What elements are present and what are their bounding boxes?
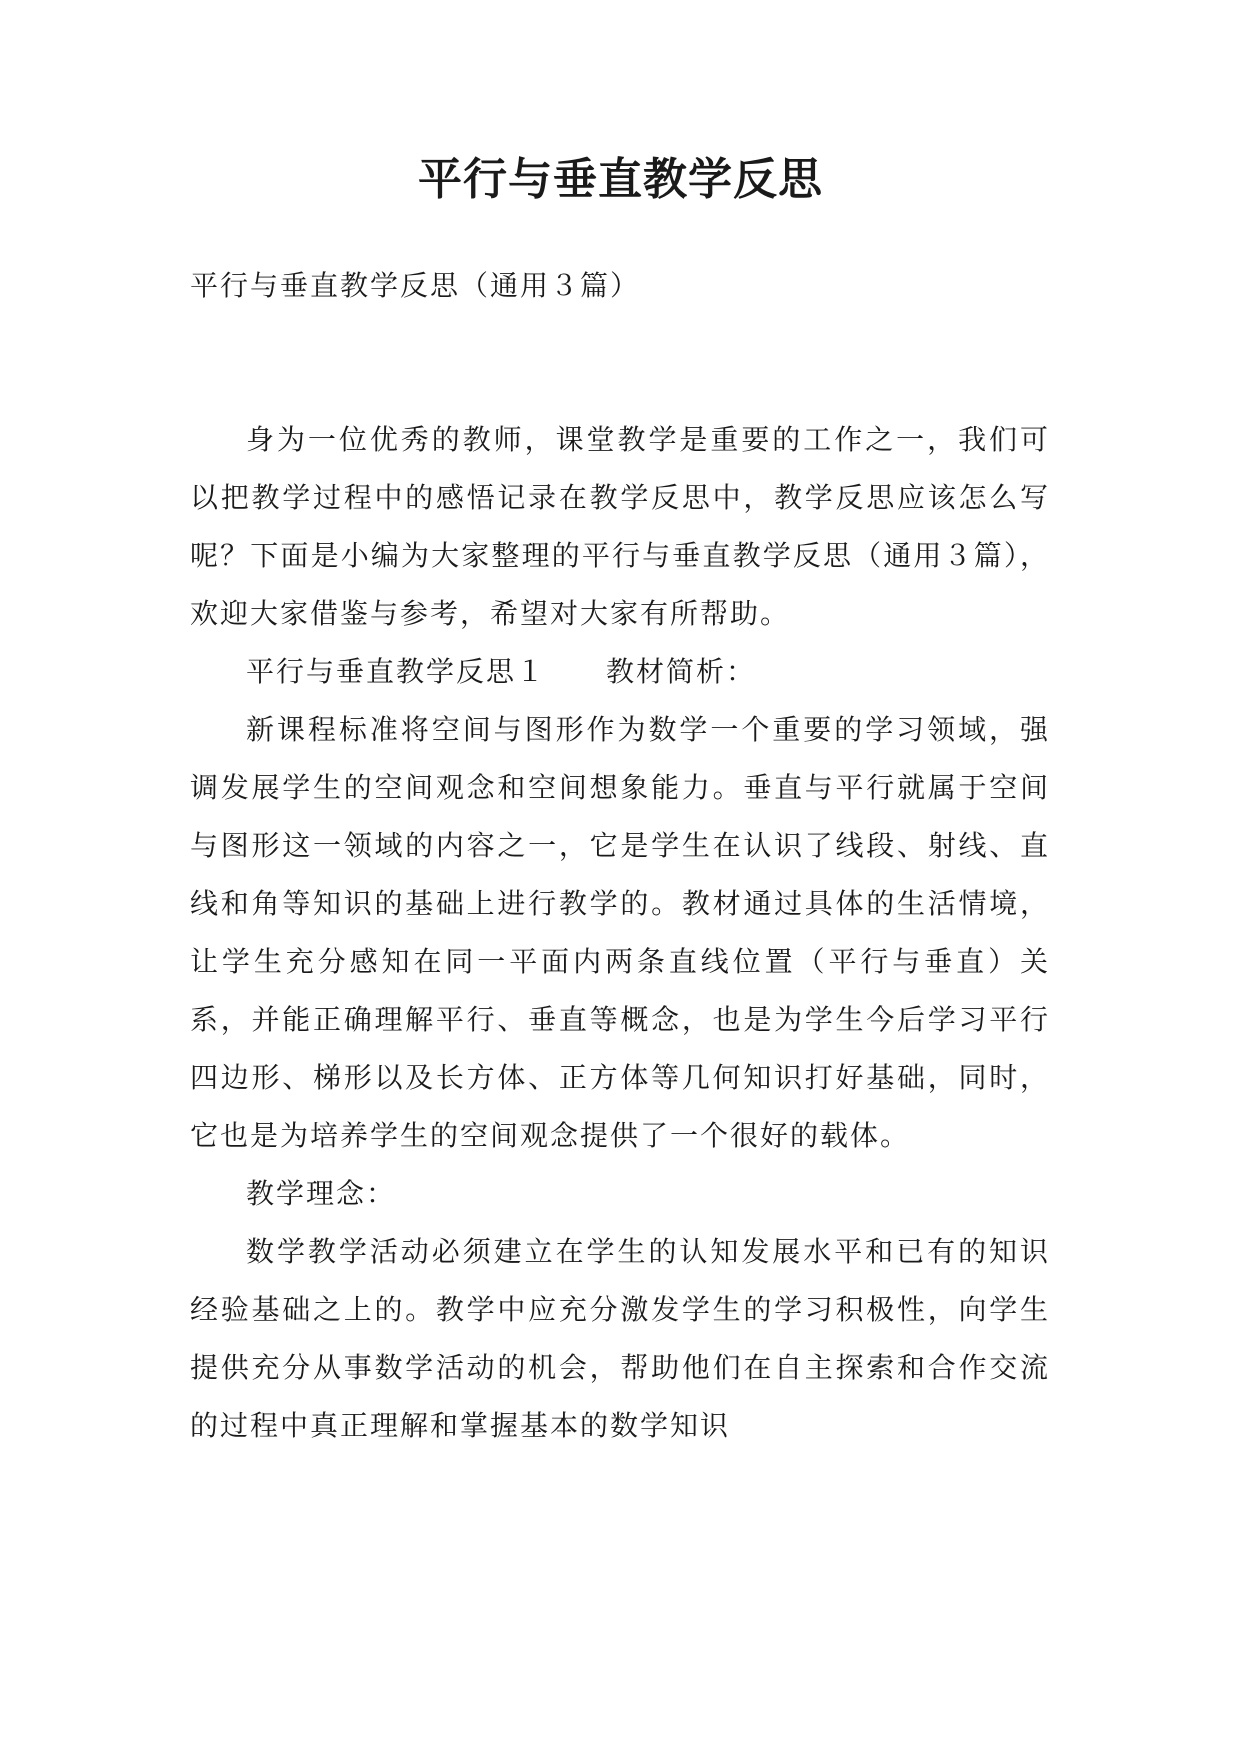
document-subtitle: 平行与垂直教学反思（通用３篇）	[190, 269, 641, 302]
paragraph-intro: 身为一位优秀的教师，课堂教学是重要的工作之一，我们可以把教学过程中的感悟记录在教学反思中，教学反思应该怎么写呢？下面是小编为大家整理的平行与垂直教学反思（通用３篇），欢迎大家借鉴与参考，希望对大家有所帮助。	[190, 423, 1050, 630]
paragraph-textbook-analysis: 新课程标准将空间与图形作为数学一个重要的学习领域，强调发展学生的空间观念和空间想象能力。垂直与平行就属于空间与图形这一领域的内容之一，它是学生在认识了线段、射线、直线和角等知识的基础上进行教学的。教材通过具体的生活情境，让学生充分感知在同一平面内两条直线位置（平行与垂直）关系，并能正确理解平行、垂直等概念，也是为学生今后学习平行四边形、梯形以及长方体、正方体等几何知识打好基础，同时，它也是为培养学生的空间观念提供了一个很好的载体。	[190, 713, 1050, 1152]
paragraph-teaching-concept: 数学教学活动必须建立在学生的认知发展水平和已有的知识经验基础之上的。教学中应充分激发学生的学习积极性，向学生提供充分从事数学活动的机会，帮助他们在自主探索和合作交流的过程中真正理解和掌握基本的数学知识	[190, 1235, 1050, 1442]
paragraph-section-heading: 平行与垂直教学反思１ 教材简析：	[246, 655, 757, 688]
paragraph-teaching-concept-heading: 教学理念：	[246, 1177, 397, 1210]
document-body	[190, 411, 1050, 1455]
document-title: 平行与垂直教学反思	[418, 154, 823, 205]
